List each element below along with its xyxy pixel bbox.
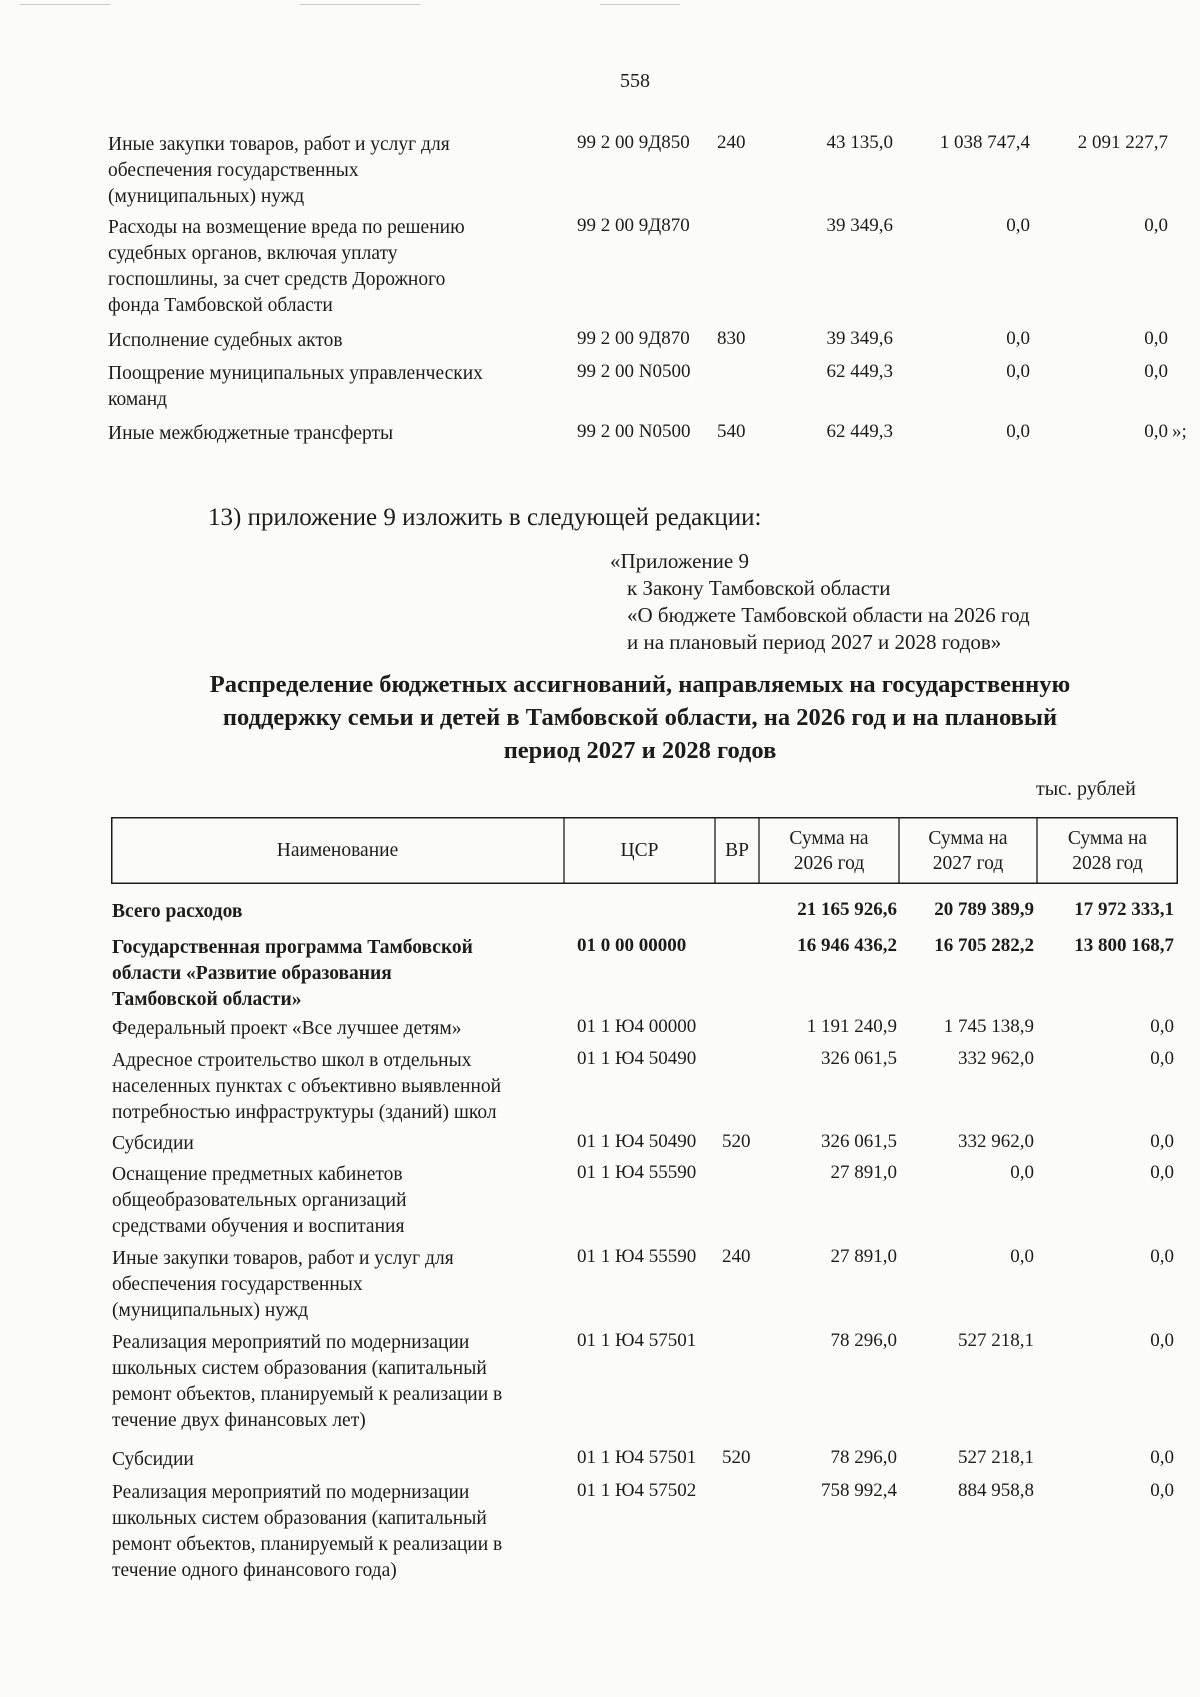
row-sum-2026: 326 061,5 <box>821 1131 897 1152</box>
row-vr: 520 <box>722 1447 751 1468</box>
row-sum-2028: 0,0 <box>1150 1162 1174 1183</box>
page-number: 558 <box>620 70 650 92</box>
row-name-line: общеобразовательных организаций <box>112 1190 407 1211</box>
row-sum-2028: 0,0 <box>1150 1048 1174 1069</box>
row-name-line: (муниципальных) нужд <box>108 186 305 207</box>
row-name-line: области «Развитие образования <box>112 963 392 984</box>
row-name-line: обеспечения государственных <box>112 1274 363 1295</box>
row-name-line: Адресное строительство школ в отдельных <box>112 1050 472 1071</box>
row-sum-2027: 0,0 <box>1010 1162 1034 1183</box>
row-sum-2027: 0,0 <box>1006 215 1030 236</box>
row-csr: 01 1 Ю4 50490 <box>577 1131 697 1152</box>
row-sum-2028: 0,0 <box>1150 1131 1174 1152</box>
row-sum-2026: 758 992,4 <box>821 1480 897 1501</box>
row-sum-2027: 527 218,1 <box>958 1447 1034 1468</box>
row-vr: 520 <box>722 1131 751 1152</box>
row-name-line: потребностью инфраструктуры (зданий) школ <box>112 1102 497 1123</box>
row-csr: 01 1 Ю4 57501 <box>577 1447 697 1468</box>
row-vr: 830 <box>717 328 746 349</box>
title-line: период 2027 и 2028 годов <box>503 737 777 764</box>
row-name-line: команд <box>108 389 168 410</box>
units-label: тыс. рублей <box>1036 778 1136 800</box>
header-2026-line: 2026 год <box>793 852 865 874</box>
row-sum-2026: 21 165 926,6 <box>797 899 897 920</box>
row-name-line: Иные закупки товаров, работ и услуг для <box>112 1248 454 1269</box>
row-sum-2027: 884 958,8 <box>958 1480 1034 1501</box>
row-sum-2027: 20 789 389,9 <box>934 899 1034 920</box>
row-name <box>108 361 578 413</box>
row-csr: 99 2 00 9Д870 <box>577 215 690 236</box>
row-name-line: судебных органов, включая уплату <box>108 243 398 264</box>
row-name-line: фонда Тамбовской области <box>108 295 333 316</box>
row-vr: 240 <box>722 1246 751 1267</box>
row-csr: 01 1 Ю4 55590 <box>577 1162 697 1183</box>
row-csr: 99 2 00 N0500 <box>577 361 691 382</box>
row-name-line: Всего расходов <box>112 901 243 922</box>
row-name <box>112 1246 582 1324</box>
scan-artifact <box>300 4 420 5</box>
row-name-line: Иные закупки товаров, работ и услуг для <box>108 134 450 155</box>
row-sum-2027: 527 218,1 <box>958 1330 1034 1351</box>
row-sum-2027: 1 038 747,4 <box>939 132 1030 153</box>
row-csr: 01 0 00 00000 <box>577 935 687 956</box>
row-sum-2027: 0,0 <box>1006 361 1030 382</box>
row-name-line: Расходы на возмещение вреда по решению <box>108 217 465 238</box>
row-sum-2026: 16 946 436,2 <box>797 935 897 956</box>
row-name-line: Исполнение судебных актов <box>108 330 343 351</box>
row-csr: 01 1 Ю4 57502 <box>577 1480 697 1501</box>
row-sum-2026: 62 449,3 <box>826 421 893 442</box>
row-name <box>112 899 582 925</box>
row-name-line: ремонт объектов, планируемый к реализации в <box>112 1384 503 1405</box>
row-sum-2028: 0,0 <box>1144 215 1168 236</box>
appendix-line: и на плановый период 2027 и 2028 годов» <box>627 630 1002 654</box>
row-sum-2028: 0,0 <box>1144 361 1168 382</box>
row-name-line: госпошлины, за счет средств Дорожного <box>108 269 446 290</box>
row-name <box>112 935 582 1013</box>
header-2027-line: 2027 год <box>932 852 1004 874</box>
row-sum-2027: 0,0 <box>1006 421 1030 442</box>
row-sum-2028: 13 800 168,7 <box>1074 935 1174 956</box>
row-sum-2028: 0,0 <box>1144 328 1168 349</box>
row-sum-2027: 0,0 <box>1010 1246 1034 1267</box>
row-name-line: ремонт объектов, планируемый к реализации в <box>112 1534 503 1555</box>
scan-artifact <box>600 4 680 5</box>
header-2027 <box>899 817 1037 884</box>
row-sum-2028: 0,0 <box>1150 1330 1174 1351</box>
row-name <box>108 215 578 319</box>
row-name-line: населенных пунктах с объективно выявленной <box>112 1076 502 1097</box>
row-name-line: школьных систем образования (капитальный <box>112 1358 487 1379</box>
row-name-line: Субсидии <box>112 1449 194 1470</box>
row-csr: 01 1 Ю4 55590 <box>577 1246 697 1267</box>
row-name <box>108 328 578 354</box>
header-vr: ВР <box>725 840 749 861</box>
row-sum-2026: 27 891,0 <box>830 1246 897 1267</box>
closing-quote: »; <box>1172 421 1187 442</box>
appendix-line: «О бюджете Тамбовской области на 2026 год <box>627 603 1030 627</box>
row-sum-2028: 2 091 227,7 <box>1077 132 1168 153</box>
row-sum-2026: 1 191 240,9 <box>806 1016 897 1037</box>
header-2026 <box>759 817 899 884</box>
row-csr: 01 1 Ю4 00000 <box>577 1016 697 1037</box>
row-sum-2027: 332 962,0 <box>958 1048 1034 1069</box>
row-name-line: (муниципальных) нужд <box>112 1300 309 1321</box>
row-name-line: Оснащение предметных кабинетов <box>112 1164 403 1185</box>
row-sum-2026: 78 296,0 <box>830 1447 897 1468</box>
row-name-line: Реализация мероприятий по модернизации <box>112 1332 470 1353</box>
row-name <box>108 421 578 447</box>
row-name-line: Тамбовской области» <box>112 989 302 1010</box>
row-name-line: Реализация мероприятий по модернизации <box>112 1482 470 1503</box>
row-name <box>112 1330 582 1434</box>
row-name-line: школьных систем образования (капитальный <box>112 1508 487 1529</box>
row-csr: 99 2 00 9Д870 <box>577 328 690 349</box>
row-name-line: течение одного финансового года) <box>112 1560 397 1581</box>
title-line: Распределение бюджетных ассигнований, направляемых на государственную <box>209 671 1071 698</box>
row-name-line: Федеральный проект «Все лучшее детям» <box>112 1018 462 1039</box>
row-csr: 99 2 00 9Д850 <box>577 132 690 153</box>
title-line: поддержку семьи и детей в Тамбовской области, на 2026 год и на плановый <box>222 704 1058 731</box>
header-2028-line: 2028 год <box>1072 852 1143 874</box>
header-2028 <box>1037 817 1178 884</box>
row-sum-2027: 16 705 282,2 <box>934 935 1034 956</box>
row-sum-2028: 0,0 <box>1150 1480 1174 1501</box>
row-sum-2026: 62 449,3 <box>826 361 893 382</box>
row-vr: 540 <box>717 421 746 442</box>
row-sum-2028: 0,0 <box>1150 1016 1174 1037</box>
row-sum-2027: 332 962,0 <box>958 1131 1034 1152</box>
row-vr: 240 <box>717 132 746 153</box>
row-name <box>112 1016 582 1042</box>
row-sum-2027: 1 745 138,9 <box>943 1016 1034 1037</box>
row-sum-2028: 0,0 <box>1150 1447 1174 1468</box>
row-sum-2026: 43 135,0 <box>826 132 893 153</box>
row-name <box>112 1447 582 1473</box>
header-name: Наименование <box>276 840 399 861</box>
header-2028-line: Сумма на <box>1067 827 1148 849</box>
header-2027-line: Сумма на <box>928 827 1008 849</box>
row-sum-2028: 17 972 333,1 <box>1074 899 1174 920</box>
row-name-line: Иные межбюджетные трансферты <box>108 423 394 444</box>
row-sum-2028: 0,0 <box>1150 1246 1174 1267</box>
header-2026-line: Сумма на <box>789 827 869 849</box>
row-sum-2027: 0,0 <box>1006 328 1030 349</box>
amendment-text: 13) приложение 9 изложить в следующей редакции: <box>208 504 762 531</box>
row-name-line: Поощрение муниципальных управленческих <box>108 363 483 384</box>
row-sum-2028: 0,0 <box>1144 421 1168 442</box>
row-csr: 01 1 Ю4 50490 <box>577 1048 697 1069</box>
row-sum-2026: 39 349,6 <box>826 328 893 349</box>
appendix-line: к Закону Тамбовской области <box>627 576 891 600</box>
appendix-line: «Приложение 9 <box>610 549 749 573</box>
row-name-line: Субсидии <box>112 1133 194 1154</box>
row-name-line: течение двух финансовых лет) <box>112 1410 366 1431</box>
row-name <box>112 1131 582 1157</box>
row-sum-2026: 326 061,5 <box>821 1048 897 1069</box>
row-sum-2026: 27 891,0 <box>830 1162 897 1183</box>
scan-artifact <box>20 4 110 5</box>
row-sum-2026: 39 349,6 <box>826 215 893 236</box>
row-name <box>112 1162 582 1240</box>
row-csr: 99 2 00 N0500 <box>577 421 691 442</box>
document-title <box>120 668 1160 767</box>
row-sum-2026: 78 296,0 <box>830 1330 897 1351</box>
row-csr: 01 1 Ю4 57501 <box>577 1330 697 1351</box>
row-name-line: обеспечения государственных <box>108 160 359 181</box>
appendix-heading <box>610 548 1030 656</box>
header-csr: ЦСР <box>620 840 659 861</box>
row-name <box>112 1480 582 1584</box>
row-name <box>108 132 578 210</box>
row-name-line: средствами обучения и воспитания <box>112 1216 405 1237</box>
row-name <box>112 1048 582 1126</box>
table-header <box>111 817 1178 884</box>
row-name-line: Государственная программа Тамбовской <box>112 937 473 958</box>
